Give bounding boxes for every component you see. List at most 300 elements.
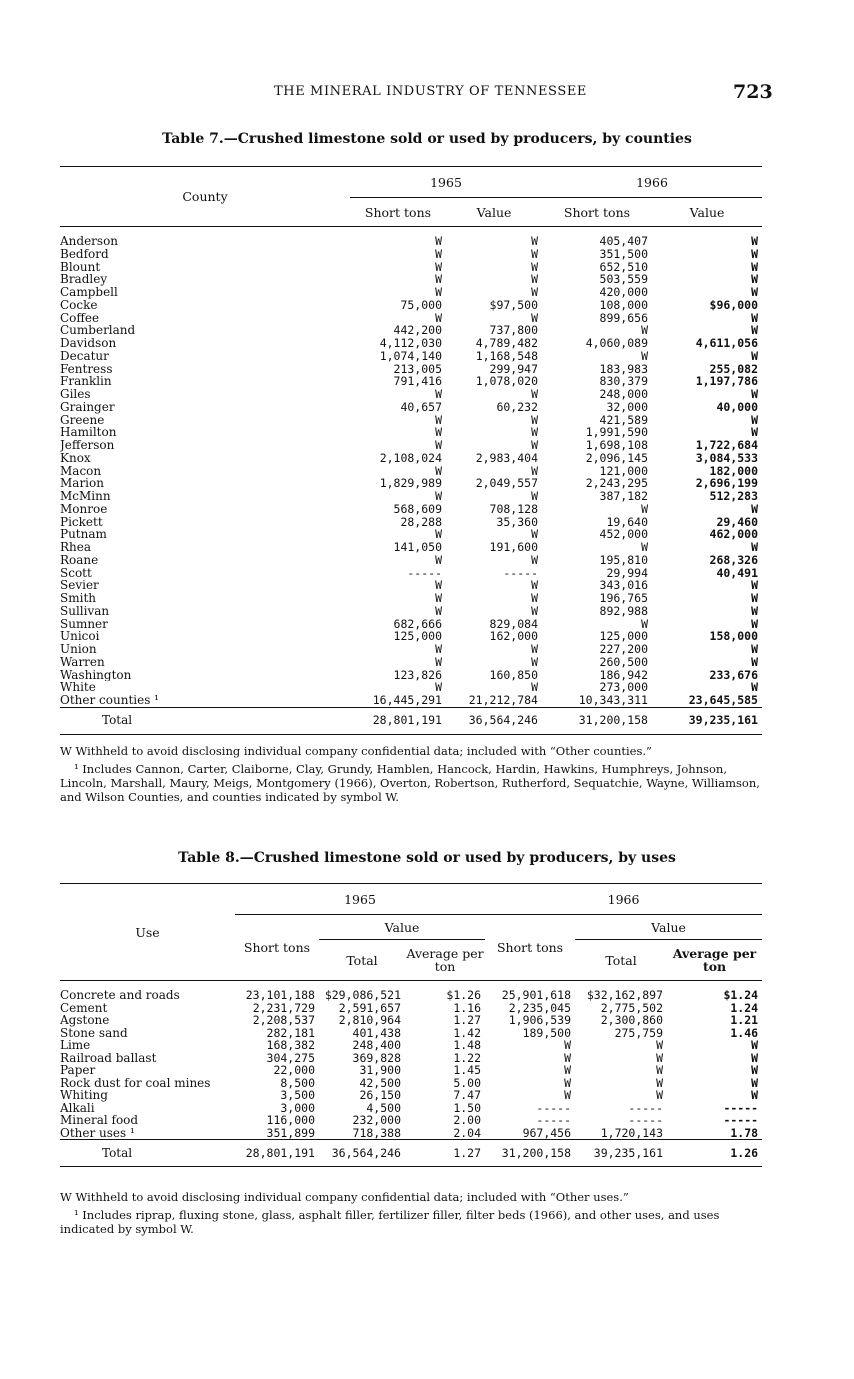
table-cell: W bbox=[435, 681, 442, 694]
table-cell: 125,000 bbox=[599, 630, 648, 643]
table-cell: 168,382 bbox=[266, 1039, 315, 1052]
table-cell: 2,810,964 bbox=[338, 1014, 401, 1027]
table-row bbox=[60, 273, 762, 286]
use-name: Other uses ¹ bbox=[60, 1126, 135, 1140]
table-cell: W bbox=[531, 247, 538, 261]
table-cell: W bbox=[531, 490, 538, 503]
table-cell: W bbox=[531, 604, 538, 618]
table-cell: W bbox=[564, 1051, 572, 1064]
page-number: 723 bbox=[733, 81, 773, 103]
table-cell: $32,162,897 bbox=[586, 988, 664, 1002]
table-cell: W bbox=[435, 604, 442, 618]
table-cell: W bbox=[531, 439, 538, 452]
county-name: Rhea bbox=[60, 541, 92, 554]
table-cell: 29,460 bbox=[716, 515, 758, 529]
table-row bbox=[60, 528, 762, 541]
table-cell: 121,000 bbox=[599, 464, 648, 478]
short-tons-header: Short tons bbox=[563, 204, 631, 220]
table-cell: 405,407 bbox=[599, 234, 648, 248]
table-cell: 830,379 bbox=[599, 375, 648, 388]
table-cell: $96,000 bbox=[709, 298, 758, 312]
county-name: Hamilton bbox=[60, 426, 117, 439]
table-cell: 40,491 bbox=[716, 566, 758, 580]
table-row bbox=[60, 388, 762, 401]
year-1966-header: 1966 bbox=[542, 167, 762, 198]
table-cell: W bbox=[531, 655, 538, 669]
total-header: Total bbox=[605, 952, 637, 968]
table-cell: 351,500 bbox=[599, 247, 648, 261]
total-cell: 1.27 bbox=[453, 1145, 482, 1160]
table-cell: 275,759 bbox=[614, 1026, 664, 1039]
table-row bbox=[60, 981, 762, 1002]
table-cell: W bbox=[751, 388, 758, 401]
table-cell: 1.46 bbox=[730, 1026, 759, 1039]
short-tons-header: Short tons bbox=[235, 915, 319, 981]
table-cell: W bbox=[435, 426, 442, 439]
table-cell: 2.00 bbox=[453, 1114, 482, 1127]
table-cell: 2,208,537 bbox=[252, 1014, 315, 1027]
table-cell: W bbox=[751, 234, 758, 248]
table8-caption: Table 8.—Crushed limestone sold or used by producers, by uses bbox=[178, 850, 676, 866]
table-cell: 2,108,024 bbox=[379, 451, 442, 465]
table-cell: W bbox=[751, 273, 758, 286]
table-cell: W bbox=[641, 349, 648, 363]
table-row bbox=[60, 1052, 762, 1065]
table-cell: 196,765 bbox=[599, 592, 648, 605]
table-cell: 213,005 bbox=[393, 362, 442, 376]
table-cell: 2,235,045 bbox=[508, 1001, 572, 1014]
county-name: Sevier bbox=[60, 579, 99, 592]
table-cell: 123,826 bbox=[393, 668, 442, 682]
table-cell: W bbox=[656, 1039, 664, 1052]
table-cell: W bbox=[435, 528, 442, 541]
table-cell: W bbox=[564, 1089, 572, 1102]
table-cell: W bbox=[531, 286, 538, 299]
table-cell: W bbox=[435, 439, 442, 452]
table-cell: W bbox=[751, 541, 758, 554]
table-cell: W bbox=[435, 413, 442, 427]
table-cell: 8,500 bbox=[280, 1076, 315, 1089]
county-name: Jefferson bbox=[60, 439, 115, 452]
table-cell: 31,900 bbox=[359, 1064, 401, 1077]
short-tons-header: Short tons bbox=[364, 204, 432, 220]
table-cell: 16,445,291 bbox=[372, 694, 442, 707]
table-cell: 299,947 bbox=[489, 362, 538, 376]
table-cell: 29,994 bbox=[606, 566, 648, 580]
table-cell: W bbox=[531, 579, 538, 592]
table-cell: 19,640 bbox=[606, 515, 648, 529]
use-name: Concrete and roads bbox=[60, 988, 180, 1002]
table-cell: 195,810 bbox=[599, 553, 648, 567]
county-name: Sullivan bbox=[60, 604, 110, 618]
table-cell: W bbox=[751, 260, 758, 274]
table-row bbox=[60, 1102, 762, 1115]
county-name: Coffee bbox=[60, 311, 100, 325]
table-cell: 899,656 bbox=[599, 311, 648, 325]
county-name: Smith bbox=[60, 592, 96, 605]
table-cell: W bbox=[435, 273, 442, 286]
table-cell: 227,200 bbox=[599, 643, 648, 656]
table-cell: 421,589 bbox=[599, 413, 648, 427]
table-cell: W bbox=[751, 655, 758, 669]
table-cell: 1,074,140 bbox=[379, 349, 442, 363]
table-cell: W bbox=[641, 502, 648, 516]
use-header: Use bbox=[60, 884, 235, 981]
table-row bbox=[60, 554, 762, 567]
county-name: Monroe bbox=[60, 502, 108, 516]
table-cell: 125,000 bbox=[393, 630, 442, 643]
table-cell: ----- bbox=[628, 1101, 664, 1114]
table-cell: 1,722,684 bbox=[695, 439, 758, 452]
table-cell: ----- bbox=[723, 1114, 759, 1127]
table-cell: 35,360 bbox=[496, 515, 538, 529]
table-cell: W bbox=[751, 617, 758, 631]
table-cell: W bbox=[531, 464, 538, 478]
table-cell: 4,060,089 bbox=[585, 337, 648, 350]
table-cell: W bbox=[751, 1064, 759, 1077]
year-1965-header: 1965 bbox=[350, 167, 542, 198]
county-name: Blount bbox=[60, 260, 101, 274]
table-cell: W bbox=[531, 681, 538, 694]
table-cell: W bbox=[751, 604, 758, 618]
table-row bbox=[60, 286, 762, 299]
table-row bbox=[60, 681, 762, 694]
table-cell: W bbox=[751, 413, 758, 427]
running-head bbox=[0, 81, 854, 108]
table-cell: 7.47 bbox=[453, 1089, 482, 1102]
table-cell: W bbox=[435, 553, 442, 567]
county-name: Fentress bbox=[60, 362, 113, 376]
county-name: Bedford bbox=[60, 247, 109, 261]
table-row bbox=[60, 414, 762, 427]
table-cell: 1.48 bbox=[453, 1039, 482, 1052]
county-name: White bbox=[60, 681, 96, 694]
table-cell: W bbox=[531, 273, 538, 286]
table-cell: W bbox=[656, 1089, 664, 1102]
table-cell: 503,559 bbox=[599, 273, 648, 286]
table-cell: 183,983 bbox=[599, 362, 648, 376]
table-cell: W bbox=[435, 388, 442, 401]
table-cell: 4,500 bbox=[366, 1101, 401, 1114]
table-cell: ----- bbox=[536, 1114, 572, 1127]
table-cell: 1.24 bbox=[730, 1001, 759, 1014]
total-cell: 1.26 bbox=[730, 1145, 759, 1160]
county-name: Greene bbox=[60, 413, 105, 427]
county-name: Scott bbox=[60, 566, 92, 580]
table-cell: W bbox=[751, 592, 758, 605]
table-cell: 1,078,020 bbox=[475, 375, 538, 388]
table-cell: 189,500 bbox=[522, 1026, 572, 1039]
table-cell: 791,416 bbox=[393, 375, 442, 388]
table-cell: 28,288 bbox=[400, 515, 442, 529]
table-cell: $29,086,521 bbox=[324, 988, 401, 1002]
table-cell: W bbox=[751, 681, 758, 694]
table-cell: W bbox=[751, 1089, 759, 1102]
table-cell: 420,000 bbox=[599, 286, 648, 299]
use-name: Stone sand bbox=[60, 1026, 128, 1039]
total-cell: 36,564,246 bbox=[331, 1145, 401, 1160]
table-cell: W bbox=[531, 592, 538, 605]
table-row bbox=[60, 477, 762, 490]
table-cell: W bbox=[641, 617, 648, 631]
table-cell: 5.00 bbox=[453, 1076, 482, 1089]
table-cell: 3,000 bbox=[280, 1101, 315, 1114]
table-cell: 108,000 bbox=[599, 298, 648, 312]
table-cell: W bbox=[435, 643, 442, 656]
use-name: Whiting bbox=[60, 1089, 108, 1102]
county-header: County bbox=[60, 167, 350, 227]
value-header: Value bbox=[689, 204, 725, 220]
table-cell: 2,696,199 bbox=[695, 477, 758, 490]
table-cell: W bbox=[641, 541, 648, 554]
table-row bbox=[60, 1077, 762, 1090]
table-cell: 1.50 bbox=[453, 1101, 482, 1114]
table-cell: 23,645,585 bbox=[688, 694, 758, 707]
table-cell: 718,388 bbox=[352, 1126, 401, 1140]
county-name: McMinn bbox=[60, 490, 111, 503]
table-cell: 1.21 bbox=[730, 1014, 759, 1027]
table8 bbox=[60, 883, 762, 1167]
table-row bbox=[60, 248, 762, 261]
table-cell: ----- bbox=[407, 566, 442, 580]
table-cell: 2.04 bbox=[453, 1126, 482, 1140]
table-cell: W bbox=[751, 643, 758, 656]
table-row bbox=[60, 1014, 762, 1027]
county-name: Decatur bbox=[60, 349, 109, 363]
county-name: Pickett bbox=[60, 515, 103, 529]
table-cell: W bbox=[564, 1064, 572, 1077]
county-name: Unicoi bbox=[60, 630, 100, 643]
county-name: Marion bbox=[60, 477, 104, 490]
table-cell: 1.22 bbox=[453, 1051, 482, 1064]
table-row bbox=[60, 1089, 762, 1102]
county-name: Bradley bbox=[60, 273, 108, 286]
table-cell: 232,000 bbox=[352, 1114, 401, 1127]
table-cell: 829,084 bbox=[489, 617, 538, 631]
table-cell: 248,000 bbox=[599, 388, 648, 401]
table-cell: W bbox=[641, 324, 648, 337]
table-cell: 40,657 bbox=[400, 400, 442, 414]
table-cell: W bbox=[435, 286, 442, 299]
table-cell: W bbox=[656, 1051, 664, 1064]
value-header: Value bbox=[575, 915, 762, 940]
table-cell: 116,000 bbox=[266, 1114, 315, 1127]
average-header: Average per ton bbox=[406, 946, 484, 974]
table-cell: 1,720,143 bbox=[600, 1126, 664, 1140]
table-cell: W bbox=[435, 247, 442, 261]
table-cell: 1,829,989 bbox=[379, 477, 442, 490]
total-label: Total bbox=[102, 713, 133, 728]
total-cell: 39,235,161 bbox=[593, 1145, 664, 1160]
table-cell: 4,611,056 bbox=[695, 337, 758, 350]
table-row bbox=[60, 324, 762, 337]
table-cell: W bbox=[435, 234, 442, 248]
table-cell: 512,283 bbox=[709, 490, 758, 503]
table-cell: 273,000 bbox=[599, 681, 648, 694]
total-cell: 31,200,158 bbox=[501, 1145, 572, 1160]
table-cell: W bbox=[751, 579, 758, 592]
table-cell: 1.78 bbox=[730, 1126, 759, 1140]
table-cell: 369,828 bbox=[352, 1051, 401, 1064]
county-name: Cumberland bbox=[60, 324, 136, 337]
use-name: Cement bbox=[60, 1001, 108, 1014]
table-cell: 2,775,502 bbox=[600, 1001, 664, 1014]
table-row bbox=[60, 299, 762, 312]
table-cell: W bbox=[564, 1076, 572, 1089]
table8-note-w: W Withheld to avoid disclosing individual company confidential data; included with “Other uses.” bbox=[60, 1190, 629, 1204]
table-cell: 268,326 bbox=[709, 553, 758, 567]
table-cell: ----- bbox=[628, 1114, 664, 1127]
total-row bbox=[60, 707, 762, 734]
table-cell: 191,600 bbox=[489, 541, 538, 554]
table-cell: W bbox=[751, 1039, 759, 1052]
table-row bbox=[60, 1002, 762, 1015]
table-cell: $97,500 bbox=[489, 298, 538, 312]
year-1965-header: 1965 bbox=[235, 884, 485, 915]
table-cell: 3,084,533 bbox=[695, 451, 758, 465]
table-cell: 42,500 bbox=[359, 1076, 401, 1089]
table-row bbox=[60, 375, 762, 388]
table-row bbox=[60, 337, 762, 350]
table-cell: 255,082 bbox=[709, 362, 758, 376]
table-cell: 401,438 bbox=[352, 1026, 401, 1039]
table-cell: W bbox=[531, 528, 538, 541]
use-name: Lime bbox=[60, 1039, 91, 1052]
year-1966-header: 1966 bbox=[485, 884, 762, 915]
table-cell: W bbox=[751, 502, 758, 516]
short-tons-header: Short tons bbox=[485, 915, 575, 981]
table-row bbox=[60, 516, 762, 529]
use-name: Paper bbox=[60, 1064, 96, 1077]
county-name: Davidson bbox=[60, 337, 117, 350]
table-cell: 1,698,108 bbox=[585, 439, 648, 452]
table-cell: 2,231,729 bbox=[252, 1001, 315, 1014]
table-row bbox=[60, 490, 762, 503]
table-cell: 2,243,295 bbox=[585, 477, 648, 490]
table7-note-w: W Withheld to avoid disclosing individual company confidential data; included with “Other counties.” bbox=[60, 744, 652, 758]
table-cell: W bbox=[531, 643, 538, 656]
table-cell: 442,200 bbox=[393, 324, 442, 337]
table-cell: 141,050 bbox=[393, 541, 442, 554]
table-row bbox=[60, 592, 762, 605]
table-cell: ----- bbox=[536, 1101, 572, 1114]
table-row bbox=[60, 426, 762, 439]
table-row bbox=[60, 1027, 762, 1040]
table-row bbox=[60, 261, 762, 274]
table-cell: W bbox=[435, 490, 442, 503]
table-cell: 1.45 bbox=[453, 1064, 482, 1077]
county-name: Giles bbox=[60, 388, 91, 401]
table-cell: 282,181 bbox=[266, 1026, 315, 1039]
table-cell: W bbox=[656, 1076, 664, 1089]
county-name: Macon bbox=[60, 464, 102, 478]
table-cell: 1,906,539 bbox=[508, 1014, 572, 1027]
table-row bbox=[60, 643, 762, 656]
table-row bbox=[60, 503, 762, 516]
table-cell: 260,500 bbox=[599, 655, 648, 669]
table-cell: 233,676 bbox=[709, 668, 758, 682]
table-cell: W bbox=[435, 464, 442, 478]
average-header: Average per ton bbox=[672, 946, 757, 974]
table-cell: W bbox=[751, 1076, 759, 1089]
use-name: Agstone bbox=[60, 1014, 110, 1027]
table-cell: W bbox=[751, 349, 758, 363]
table-row bbox=[60, 227, 762, 248]
table-cell: W bbox=[531, 388, 538, 401]
county-name: Anderson bbox=[60, 234, 119, 248]
use-name: Railroad ballast bbox=[60, 1051, 157, 1064]
table-cell: W bbox=[751, 324, 758, 337]
table-cell: 1.42 bbox=[453, 1026, 482, 1039]
value-header: Value bbox=[319, 915, 485, 940]
table-cell: W bbox=[435, 260, 442, 274]
table-cell: W bbox=[751, 247, 758, 261]
total-cell: 28,801,191 bbox=[372, 713, 442, 728]
county-name: Union bbox=[60, 643, 97, 656]
table-cell: W bbox=[564, 1039, 572, 1052]
table-row bbox=[60, 439, 762, 452]
table-cell: 2,096,145 bbox=[585, 451, 648, 465]
table-cell: W bbox=[531, 426, 538, 439]
table-row bbox=[60, 618, 762, 631]
table-row bbox=[60, 1127, 762, 1140]
table-row bbox=[60, 694, 762, 707]
total-cell: 31,200,158 bbox=[578, 713, 648, 728]
table-row bbox=[60, 312, 762, 325]
table-cell: 10,343,311 bbox=[578, 694, 648, 707]
table-row bbox=[60, 1039, 762, 1052]
table-cell: W bbox=[531, 413, 538, 427]
table-row bbox=[60, 401, 762, 414]
table-cell: 2,591,657 bbox=[338, 1001, 401, 1014]
table-cell: W bbox=[531, 260, 538, 274]
table-cell: 708,128 bbox=[489, 502, 538, 516]
table-cell: W bbox=[435, 592, 442, 605]
table-cell: W bbox=[751, 426, 758, 439]
table-cell: 304,275 bbox=[266, 1051, 315, 1064]
table-row bbox=[60, 579, 762, 592]
table-cell: 40,000 bbox=[716, 400, 758, 414]
table-cell: 1.27 bbox=[453, 1014, 482, 1027]
table-cell: W bbox=[656, 1064, 664, 1077]
table-row bbox=[60, 1064, 762, 1077]
county-name: Roane bbox=[60, 553, 99, 567]
table-cell: 2,300,860 bbox=[600, 1014, 664, 1027]
table-cell: 4,789,482 bbox=[475, 337, 538, 350]
table-cell: 387,182 bbox=[599, 490, 648, 503]
table-row bbox=[60, 669, 762, 682]
table-row bbox=[60, 541, 762, 554]
table-cell: 1,991,590 bbox=[585, 426, 648, 439]
table-cell: 25,901,618 bbox=[501, 988, 572, 1002]
table-row bbox=[60, 630, 762, 643]
table-cell: 158,000 bbox=[709, 630, 758, 643]
table-cell: 892,988 bbox=[599, 604, 648, 618]
table-row bbox=[60, 605, 762, 618]
total-row bbox=[60, 1140, 762, 1167]
table-cell: 162,000 bbox=[489, 630, 538, 643]
table-cell: 22,000 bbox=[273, 1064, 315, 1077]
table-cell: W bbox=[751, 286, 758, 299]
table-row bbox=[60, 1114, 762, 1127]
table-cell: W bbox=[435, 579, 442, 592]
table-cell: 1.16 bbox=[453, 1001, 482, 1014]
table-cell: 343,016 bbox=[599, 579, 648, 592]
table-cell: 682,666 bbox=[393, 617, 442, 631]
table-cell: 182,000 bbox=[709, 464, 758, 478]
table-row bbox=[60, 656, 762, 669]
county-name: Sumner bbox=[60, 617, 108, 631]
